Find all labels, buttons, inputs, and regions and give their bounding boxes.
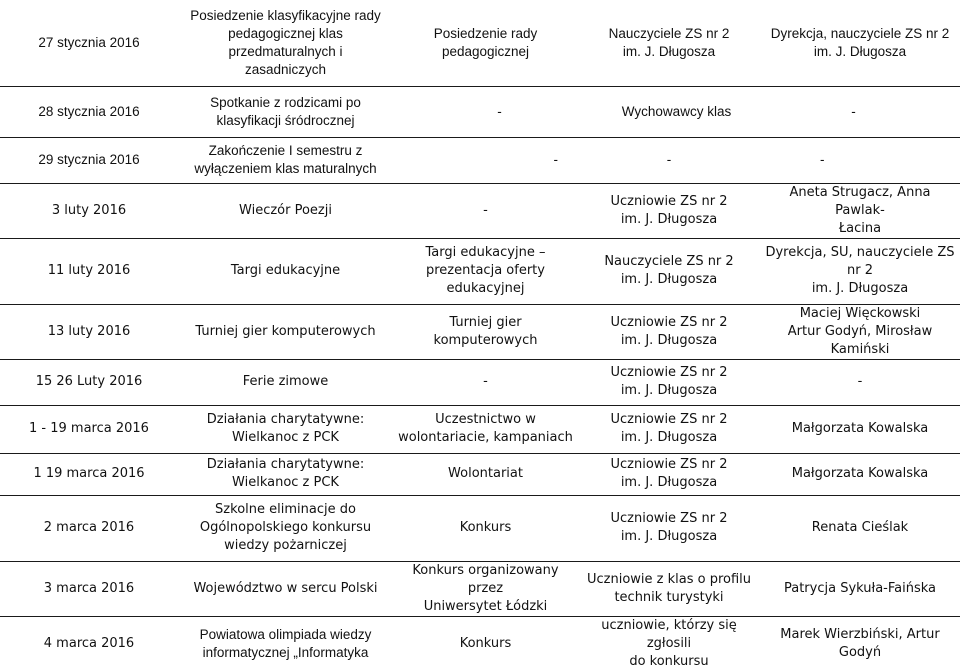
participants-cell: Nauczyciele ZS nr 2 im. J. Długosza <box>578 0 760 86</box>
table-row <box>0 405 960 453</box>
date-cell: 3 luty 2016 <box>0 183 178 238</box>
event-cell: Ferie zimowe <box>178 359 393 405</box>
event-cell: Zakończenie I semestru z wyłączeniem klas maturalnych <box>178 137 393 183</box>
date-cell: 11 luty 2016 <box>0 238 178 304</box>
date-cell: 3 marca 2016 <box>0 561 178 616</box>
participants-cell: Nauczyciele ZS nr 2 im. J. Długosza <box>578 238 760 304</box>
date-cell: 13 luty 2016 <box>0 304 178 359</box>
form-cell: Konkurs organizowany przez Uniwersytet Łódzki <box>393 561 578 616</box>
event-cell: Działania charytatywne: Wielkanoc z PCK <box>178 405 393 453</box>
participants-cell: Uczniowie ZS nr 2 im. J. Długosza <box>578 183 760 238</box>
responsible-cell: Dyrekcja, nauczyciele ZS nr 2 im. J. Długosza <box>760 0 960 86</box>
responsible-cell: Marek Wierzbiński, Artur Godyń <box>780 626 940 660</box>
date-cell: 28 stycznia 2016 <box>0 86 178 137</box>
responsible-cell: Maciej Więckowski Artur Godyń, Mirosław Kamiński <box>760 304 960 359</box>
event-cell: Działania charytatywne: Wielkanoc z PCK <box>178 453 393 495</box>
participants-cell: - <box>578 137 760 183</box>
date-cell: 2 marca 2016 <box>0 495 178 561</box>
date-cell: 4 marca 2016 <box>43 635 135 651</box>
participants-cell: Uczniowie ZS nr 2 im. J. Długosza <box>578 304 760 359</box>
responsible-cell: Renata Cieślak <box>760 495 960 561</box>
participants-cell: Uczniowie z klas o profilu technik turystyki <box>578 561 760 616</box>
form-cell: Uczestnictwo w wolontariacie, kampaniach <box>393 405 578 453</box>
form-cell: Konkurs <box>459 635 512 651</box>
participants-cell: Uczniowie ZS nr 2 im. J. Długosza <box>578 405 760 453</box>
form-cell: Turniej gier komputerowych <box>393 304 578 359</box>
event-cell: Spotkanie z rodzicami po klasyfikacji śródrocznej <box>178 86 393 137</box>
date-cell: 29 stycznia 2016 <box>0 137 178 183</box>
form-cell: Targi edukacyjne – prezentacja oferty edukacyjnej <box>393 238 578 304</box>
event-cell: Powiatowa olimpiada wiedzy informatycznej „Informatyka <box>199 626 372 660</box>
dash-right: - <box>851 103 856 119</box>
event-cell: Targi edukacyjne <box>178 238 393 304</box>
form-cell: - <box>393 183 578 238</box>
table-row <box>0 359 960 405</box>
participants-cell: Uczniowie ZS nr 2 im. J. Długosza <box>578 495 760 561</box>
date-cell: 1 - 19 marca 2016 <box>0 405 178 453</box>
participants-merged-cell <box>393 86 960 137</box>
form-cell: Wolontariat <box>393 453 578 495</box>
participants-cell: Uczniowie ZS nr 2 im. J. Długosza <box>578 359 760 405</box>
table-row <box>0 561 960 616</box>
responsible-cell: Dyrekcja, SU, nauczyciele ZS nr 2 im. J. Długosza <box>760 238 960 304</box>
form-cell: - <box>393 359 578 405</box>
responsible-cell: - <box>760 359 960 405</box>
date-cell: 1 19 marca 2016 <box>0 453 178 495</box>
table-row <box>0 495 960 561</box>
responsible-cell: Małgorzata Kowalska <box>760 405 960 453</box>
responsible-cell: Patrycja Sykuła-Faińska <box>760 561 960 616</box>
form-cell: - <box>393 137 578 183</box>
table-row <box>0 137 960 183</box>
responsible-cell: Małgorzata Kowalska <box>760 453 960 495</box>
responsible-cell: Aneta Strugacz, Anna Pawlak- Łacina <box>760 183 960 238</box>
date-cell: 15 26 Luty 2016 <box>0 359 178 405</box>
event-cell: Szkolne eliminacje do Ogólnopolskiego konkursu wiedzy pożarniczej <box>178 495 393 561</box>
dash-left: - <box>497 103 502 119</box>
table-row <box>0 238 960 304</box>
table-row <box>0 86 960 137</box>
event-cell: Turniej gier komputerowych <box>178 304 393 359</box>
event-cell: Województwo w sercu Polski <box>178 561 393 616</box>
responsible-cell: - <box>760 137 960 183</box>
table-row <box>0 304 960 359</box>
table-row <box>0 453 960 495</box>
table-row <box>0 0 960 86</box>
merged-participants-text: Wychowawcy klas <box>621 103 732 119</box>
table-row <box>0 616 960 671</box>
form-cell: Konkurs <box>393 495 578 561</box>
event-cell: Wieczór Poezji <box>178 183 393 238</box>
participants-cell: uczniowie, którzy się zgłosili do konkursu <box>601 617 737 669</box>
table-row <box>0 183 960 238</box>
participants-cell: Uczniowie ZS nr 2 im. J. Długosza <box>578 453 760 495</box>
date-cell: 27 stycznia 2016 <box>0 0 178 86</box>
event-cell: Posiedzenie klasyfikacyjne rady pedagogicznej klas przedmaturalnych i zasadniczych <box>178 0 393 86</box>
form-cell: Posiedzenie rady pedagogicznej <box>393 0 578 86</box>
